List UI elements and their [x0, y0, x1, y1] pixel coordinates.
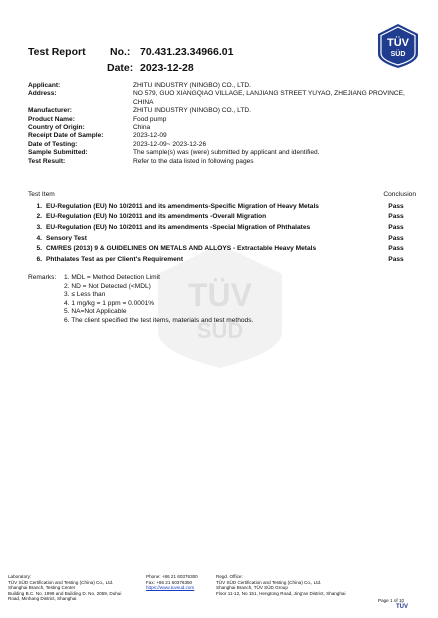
footer-lab-line: Shanghai Branch, Testing Center	[8, 585, 76, 591]
test-name: CM/RES (2013) 9 & GUIDELINES ON METALS AND ALLOYS - Extractable Heavy Metals	[46, 245, 317, 253]
remark-item: 3. ≤ Less than	[64, 291, 106, 299]
col-conclusion: Conclusion	[383, 191, 416, 198]
table-row	[28, 212, 416, 223]
info-label: Address:	[28, 90, 57, 98]
footer-lab-line: Road, Minhang District, Shanghai	[8, 596, 77, 602]
footer-regd-line: Floor 11-12, No 151, Hengtong Road, Jing'an District, Shanghai	[216, 590, 346, 596]
info-label: Test Result:	[28, 157, 66, 165]
tuv-sud-logo	[374, 22, 422, 70]
test-num: 3.	[36, 223, 42, 231]
footer-regd-line: TÜV SÜD Certification and Testing (China) Co., Ltd.	[216, 579, 322, 585]
footer-contact	[146, 574, 198, 591]
test-num: 6.	[36, 255, 42, 263]
test-name: EU-Regulation (EU) No 10/2011 and its amendments-Specific Migration of Heavy Metals	[46, 202, 319, 210]
table-row	[28, 233, 416, 244]
remark-item: 1. MDL = Method Detection Limit	[64, 274, 160, 281]
info-label: Receipt Date of Sample:	[28, 132, 104, 140]
test-result: Pass	[388, 245, 404, 253]
footer-tuv-logo: TÜV	[396, 604, 408, 610]
test-num: 5.	[36, 245, 42, 253]
report-no-label: No.:	[110, 46, 131, 58]
info-value: 2023-12-09	[133, 132, 167, 140]
info-label: Manufacturer:	[28, 107, 72, 115]
col-test-item: Test Item	[28, 191, 55, 198]
info-row-date-of-testing	[28, 141, 418, 149]
remarks-list	[64, 274, 253, 326]
info-label: Product Name:	[28, 115, 75, 123]
watermark-text-top: TÜV	[188, 277, 252, 313]
watermark-text-bottom: SÜD	[196, 318, 244, 343]
test-result: Pass	[388, 255, 404, 263]
table-row	[28, 254, 416, 265]
remark-item: 2. ND = Not Detected (<MDL)	[64, 282, 151, 290]
remark-item: 4. 1 mg/kg = 1 ppm = 0.0001%	[64, 299, 155, 307]
table-row	[28, 201, 416, 212]
footer-regd-office	[216, 574, 346, 596]
footer-regd-title: Regd. Office:	[216, 574, 243, 579]
test-result: Pass	[388, 234, 404, 242]
report-date-value: 2023-12-28	[140, 62, 194, 74]
test-name: EU-Regulation (EU) No 10/2011 and its amendments -Special Migration of Phthalates	[46, 223, 311, 231]
info-row-test-result	[28, 158, 418, 166]
remark-item: 5. NA=Not Applicable	[64, 308, 127, 316]
info-label: Applicant:	[28, 82, 61, 89]
info-label: Sample Submitted:	[28, 149, 88, 157]
test-name: Phthalates Test as per Client's Requirement	[46, 255, 184, 263]
report-date-label: Date:	[107, 62, 134, 74]
test-num: 4.	[36, 234, 42, 242]
report-no-value: 70.431.23.34966.01	[140, 46, 234, 58]
test-num: 1.	[36, 202, 42, 210]
info-row-applicant	[28, 82, 418, 90]
footer-laboratory	[8, 574, 121, 602]
info-row-receipt-date	[28, 132, 418, 140]
info-row-product-name	[28, 116, 418, 124]
test-result: Pass	[388, 202, 404, 210]
test-name: Sensory Test	[46, 234, 87, 242]
test-items-table	[28, 191, 416, 265]
test-table-header	[28, 191, 416, 201]
info-row-manufacturer	[28, 107, 418, 115]
footer-phone: Phone: +86 21 60376300	[146, 574, 198, 579]
info-value: ZHITU INDUSTRY (NINGBO) CO., LTD.	[133, 107, 251, 115]
logo-text-bottom: SÜD	[390, 51, 406, 58]
info-value: China	[133, 124, 151, 132]
info-label: Country of Origin:	[28, 124, 85, 132]
info-value: Food pump	[133, 115, 167, 123]
footer-regd-line: Shanghai Branch, TÜV SÜD Group	[216, 585, 288, 591]
info-value: 2023-12-09~ 2023-12-26	[133, 140, 207, 148]
info-label: Date of Testing:	[28, 140, 78, 148]
info-row-address	[28, 90, 418, 107]
info-row-country-of-origin	[28, 124, 418, 132]
applicant-info	[28, 82, 418, 166]
remarks-title: Remarks:	[28, 274, 57, 281]
table-row	[28, 222, 416, 233]
info-value: ZHITU INDUSTRY (NINGBO) CO., LTD.	[133, 82, 251, 89]
logo-text-top: TÜV	[387, 37, 409, 49]
footer-fax: Fax: +86 21 60376350	[146, 579, 193, 585]
test-result: Pass	[388, 223, 404, 231]
footer-lab-title: Laboratory:	[8, 574, 32, 579]
report-title: Test Report	[28, 46, 86, 58]
info-value: The sample(s) was (were) submitted by applicant and identified.	[133, 149, 320, 157]
info-row-sample-submitted	[28, 149, 418, 157]
remark-item: 6. The client specified the test items, materials and test methods.	[64, 316, 254, 324]
footer-lab-line: Building B.C. No. 1999 and Building D. No. 2059, Duhui	[8, 590, 122, 596]
info-value: NO 579, GUO XIANGQIAO VILLAGE, LANJIANG STREET YUYAO, ZHEJIANG PROVINCE, CHINA	[133, 90, 405, 106]
footer-website-link[interactable]: https://www.tuvsud.com	[146, 585, 195, 591]
test-result: Pass	[388, 213, 404, 221]
test-name: EU-Regulation (EU) No 10/2011 and its amendments -Overall Migration	[46, 213, 267, 221]
footer-lab-line: TÜV SÜD Certification and Testing (China) Co., Ltd.	[8, 579, 114, 585]
info-value: Refer to the data listed in following pages	[133, 157, 254, 165]
page-number: Page 1 of 10	[378, 598, 405, 603]
table-row	[28, 243, 416, 254]
test-num: 2.	[36, 213, 42, 221]
